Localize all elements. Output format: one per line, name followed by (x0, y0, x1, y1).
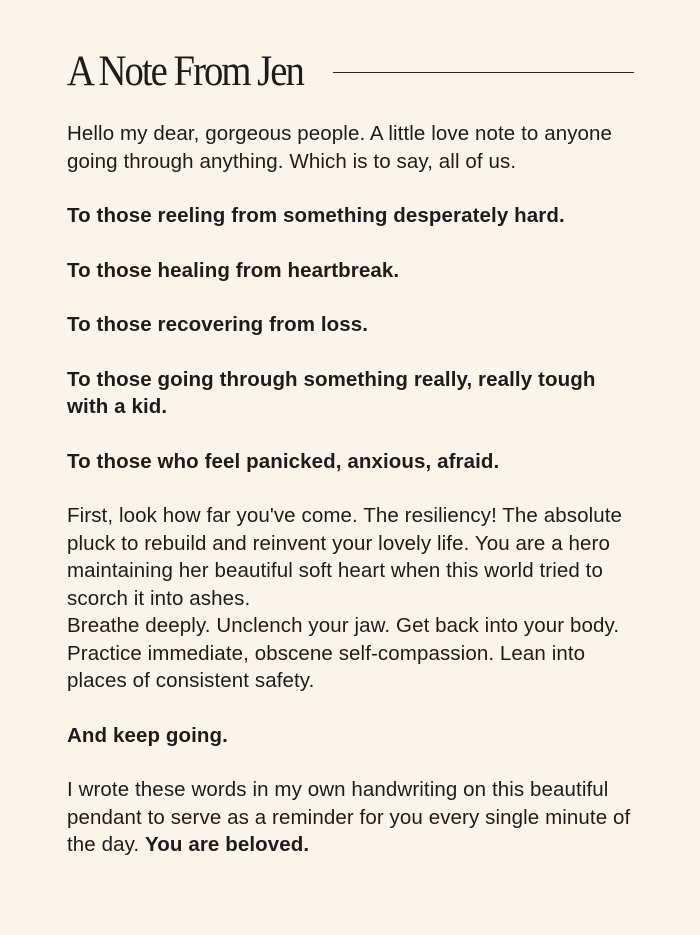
pendant-text: I wrote these words in my own handwriting on this beautiful pendant to serve as a reminder for you every single minute of the day. (67, 778, 631, 856)
beloved-emphasis: You are beloved. (145, 833, 310, 856)
title-divider (333, 72, 634, 73)
bold-line-loss: To those recovering from loss. (67, 313, 369, 336)
intro-paragraph: Hello my dear, gorgeous people. A little love note to anyone going through anything. Which is to say, all of us. (67, 122, 613, 173)
bold-line-heartbreak: To those healing from heartbreak. (67, 258, 400, 282)
bold-line-afraid: To those who feel panicked, anxious, afraid. (67, 449, 500, 473)
page-title: A Note From Jen (67, 48, 303, 95)
bold-line-kid: To those going through something really, really tough with a kid. (67, 367, 596, 418)
bold-line-reeling: To those reeling from something desperately hard. (67, 204, 565, 227)
breathe-paragraph: Breathe deeply. Unclench your jaw. Get back into your body. Practice immediate, obscene self-compassion. Lean into places of consistent safety. (67, 614, 620, 692)
pendant-paragraph (67, 776, 634, 859)
resiliency-paragraph: First, look how far you've come. The resiliency! The absolute pluck to rebuild and reinvent your lovely life. You are a hero maintaining her beautiful soft heart when this world tried to scorch it into ashes. (67, 504, 623, 610)
keep-going-line: And keep going. (67, 723, 228, 747)
